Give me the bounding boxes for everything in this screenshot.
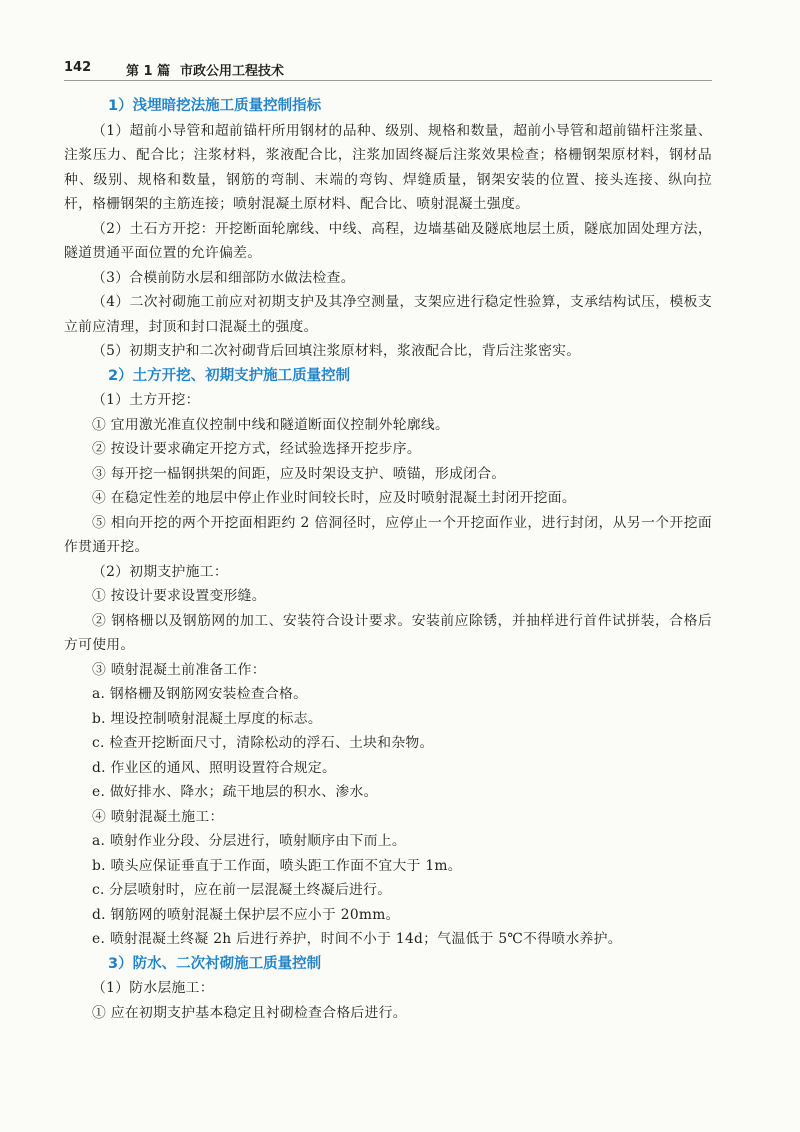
paragraph: c. 检查开挖断面尺寸，清除松动的浮石、土块和杂物。 <box>92 735 434 751</box>
section-heading: 3）防水、二次衬砌施工质量控制 <box>108 955 322 972</box>
paragraph: ② 按设计要求确定开挖方式，经试验选择开挖步序。 <box>92 441 421 457</box>
paragraph: （3）合模前防水层和细部防水做法检查。 <box>92 269 355 286</box>
paragraph: d. 作业区的通风、照明设置符合规定。 <box>92 759 337 776</box>
paragraph: b. 埋设控制喷射混凝土厚度的标志。 <box>92 710 322 727</box>
header-rule <box>64 80 712 81</box>
paragraph: （5）初期支护和二次衬砌背后回填注浆原材料，浆液配合比，背后注浆密实。 <box>92 343 581 359</box>
paragraph: d. 钢筋网的喷射混凝土保护层不应小于 20mm。 <box>92 906 400 923</box>
paragraph: c. 分层喷射时，应在前一层混凝土终凝后进行。 <box>92 882 392 898</box>
paragraph: ③ 每开挖一榀钢拱架的间距，应及时架设支护、喷锚，形成闭合。 <box>92 465 506 482</box>
paragraph: ⑤ 相向开挖的两个开挖面相距约 2 倍洞径时，应停止一个开挖面作业，进行封闭，从另一个开挖面作贯通开挖。 <box>64 514 712 555</box>
paragraph: ③ 喷射混凝土前准备工作： <box>92 661 266 678</box>
paragraph: a. 喷射作业分段、分层进行，喷射顺序由下而上。 <box>92 833 406 849</box>
page-content <box>64 94 712 1025</box>
paragraph: b. 喷头应保证垂直于工作面，喷头距工作面不宜大于 1m。 <box>92 857 462 874</box>
section-heading: 1）浅埋暗挖法施工质量控制指标 <box>108 98 322 114</box>
paragraph: ② 钢格栅以及钢筋网的加工、安装符合设计要求。安装前应除锈，并抽样进行首件试拼装，合格后方可使用。 <box>64 612 712 653</box>
paragraph: （4）二次衬砌施工前应对初期支护及其净空测量，支架应进行稳定性验算，支承结构试压，模板支立前应清理，封顶和封口混凝土的强度。 <box>64 294 712 335</box>
paragraph: e. 喷射混凝土终凝 2h 后进行养护，时间不小于 14d；气温低于 5℃不得喷水养护。 <box>92 931 622 947</box>
chapter-label: 第 1 篇 <box>126 64 171 79</box>
paragraph: ④ 在稳定性差的地层中停止作业时间较长时，应及时喷射混凝土封闭开挖面。 <box>92 490 576 506</box>
paragraph: a. 钢格栅及钢筋网安装检查合格。 <box>92 686 308 702</box>
paragraph: （2）土石方开挖：开挖断面轮廓线、中线、高程，边墙基础及隧底地层土质，隧底加固处理方法，隧道贯通平面位置的允许偏差。 <box>64 220 712 261</box>
paragraph: （1）超前小导管和超前锚杆所用钢材的品种、级别、规格和数量，超前小导管和超前锚杆注浆量、注浆压力、配合比；注浆材料，浆液配合比，注浆加固终凝后注浆效果检查；格栅钢架原材料，钢材品种、级别、规格和数量，钢筋的弯制、末端的弯钩、焊缝质量，钢架安装的位置、接头连接、纵向拉杆，格栅钢架的主筋连接；喷射混凝土原材料、配合比、喷射混凝土强度。 <box>64 122 712 212</box>
paragraph: ① 宜用激光准直仪控制中线和隧道断面仪控制外轮廓线。 <box>92 416 450 433</box>
book-title: 市政公用工程技术 <box>180 64 285 79</box>
paragraph: （1）土方开挖： <box>92 392 200 408</box>
paragraph: （2）初期支护施工： <box>92 563 228 580</box>
paragraph: ① 按设计要求设置变形缝。 <box>92 588 266 604</box>
paragraph: ① 应在初期支护基本稳定且衬砌检查合格后进行。 <box>92 1004 407 1021</box>
page-number: 142 <box>64 60 92 75</box>
paragraph: （1）防水层施工： <box>92 980 214 996</box>
section-heading: 2）土方开挖、初期支护施工质量控制 <box>108 367 351 384</box>
paragraph: ④ 喷射混凝土施工： <box>92 808 224 825</box>
paragraph: e. 做好排水、降水；疏干地层的积水、渗水。 <box>92 784 378 800</box>
